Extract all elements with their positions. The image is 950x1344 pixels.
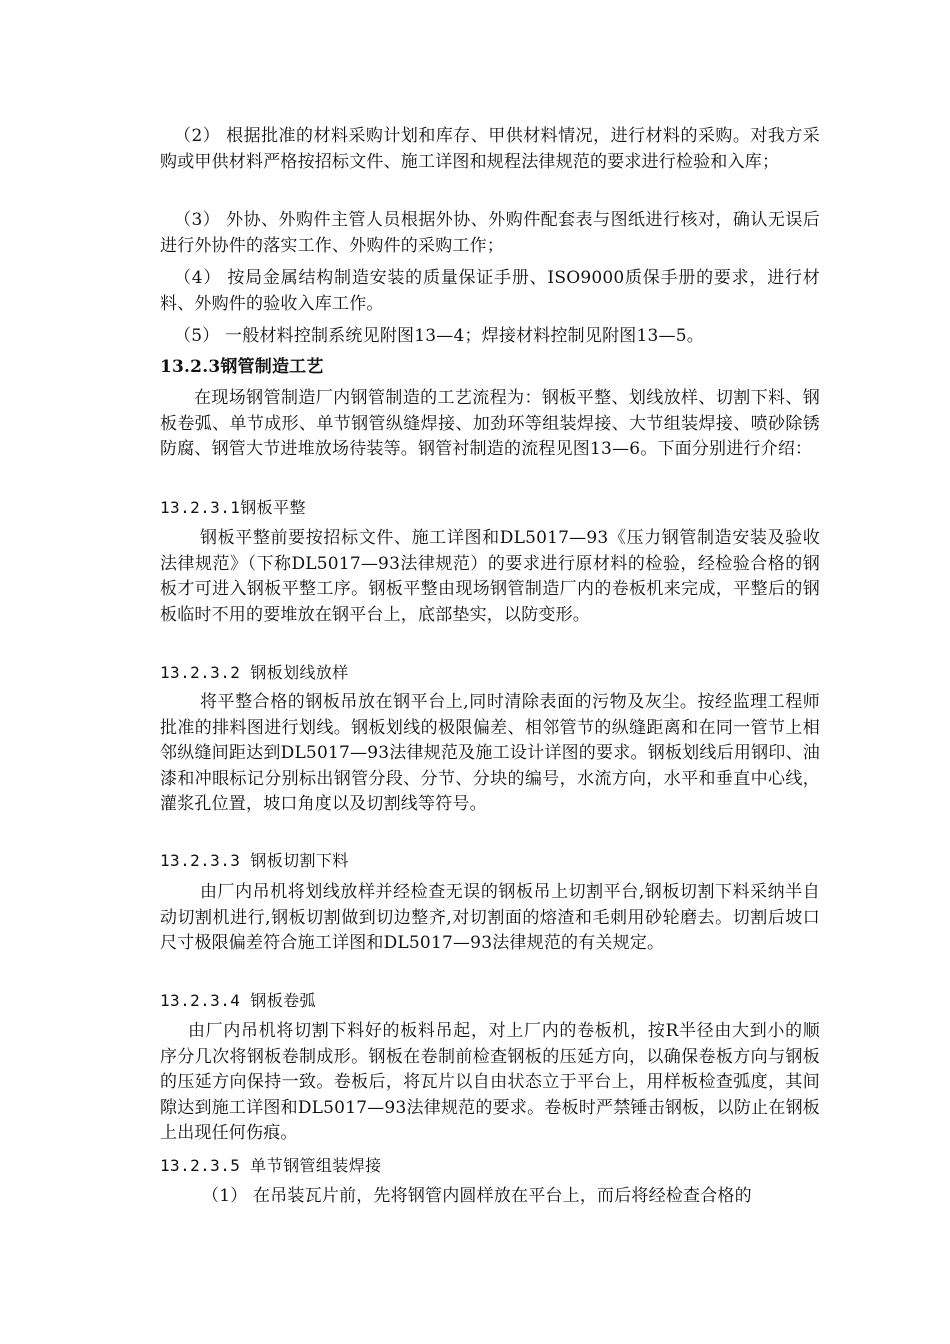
subheading-plate-flattening: 13.2.3.1钢板平整 bbox=[160, 498, 306, 517]
section-heading: 13.2.3钢管制造工艺 bbox=[160, 357, 324, 377]
subheading-cutting: 13.2.3.3 钢板切割下料 bbox=[160, 851, 349, 870]
paragraph-material-control: （5） 一般材料控制系统见附图13—4；焊接材料控制见附图13—5。 bbox=[174, 326, 704, 346]
paragraph-outsourced-parts: （3） 外协、外购件主管人员根据外协、外购件配套表与图纸进行核对，确认无误后进行外协件的落实工作、外购件的采购工作； bbox=[160, 210, 820, 256]
paragraph-material-procurement: （2） 根据批准的材料采购计划和库存、甲供材料情况，进行材料的采购。对我方采购或甲供材料严格按招标文件、施工详图和规程法律规范的要求进行检验和入库； bbox=[160, 126, 820, 172]
paragraph-plate-flattening: 钢板平整前要按招标文件、施工详图和DL5017—93《压力钢管制造安装及验收法律规范》（下称DL5017—93法律规范）的要求进行原材料的检验，经检验合格的钢板才可进入钢板平整工序。钢板平整由现场钢管制造厂内的卷板机来完成，平整后的钢板临时不用的要堆放在钢平台上，底部垫实，以防变形。 bbox=[160, 528, 820, 625]
paragraph-cutting: 由厂内吊机将划线放样并经检查无误的钢板吊上切割平台,钢板切割下料采纳半自动切割机进行,钢板切割做到切边整齐,对切割面的熔渣和毛刺用砂轮磨去。切割后坡口尺寸极限偏差符合施工详图和DL5017—93法律规范的有关规定。 bbox=[160, 882, 820, 953]
paragraph-acceptance-storage: （4） 按局金属结构制造安装的质量保证手册、ISO9000质保手册的要求，进行材料、外购件的验收入库工作。 bbox=[160, 268, 820, 314]
paragraph-single-section-welding: （1） 在吊装瓦片前，先将钢管内圆样放在平台上，而后将经检查合格的 bbox=[202, 1186, 752, 1206]
paragraph-process-flow: 在现场钢管制造厂内钢管制造的工艺流程为：钢板平整、划线放样、切割下料、钢板卷弧、单节成形、单节钢管纵缝焊接、加劲环等组装焊接、大节组装焊接、喷砂除锈防腐、钢管大节进堆放场待装等。钢管衬制造的流程见图13—6。下面分别进行介绍： bbox=[160, 388, 820, 459]
subheading-rolling: 13.2.3.4 钢板卷弧 bbox=[160, 991, 316, 1010]
paragraph-marking-layout: 将平整合格的钢板吊放在钢平台上,同时清除表面的污物及灰尘。按经监理工程师批准的排料图进行划线。钢板划线的极限偏差、相邻管节的纵缝距离和在同一管节上相邻纵缝间距达到DL5017—93法律规范及施工设计详图的要求。钢板划线后用钢印、油漆和冲眼标记分别标出钢管分段、分节、分块的编号，水流方向，水平和垂直中心线，灌浆孔位置，坡口角度以及切割线等符号。 bbox=[160, 692, 820, 814]
subheading-single-section-welding: 13.2.3.5 单节钢管组装焊接 bbox=[160, 1156, 382, 1175]
subheading-marking-layout: 13.2.3.2 钢板划线放样 bbox=[160, 663, 349, 682]
paragraph-rolling: 由厂内吊机将切割下料好的板料吊起，对上厂内的卷板机，按R半径由大到小的顺序分几次将钢板卷制成形。钢板在卷制前检查钢板的压延方向，以确保卷板方向与钢板的压延方向保持一致。卷板后，将瓦片以自由状态立于平台上，用样板检查弧度，其间隙达到施工详图和DL5017—93法律规范的要求。卷板时严禁锤击钢板，以防止在钢板上出现任何伤痕。 bbox=[160, 1021, 820, 1143]
